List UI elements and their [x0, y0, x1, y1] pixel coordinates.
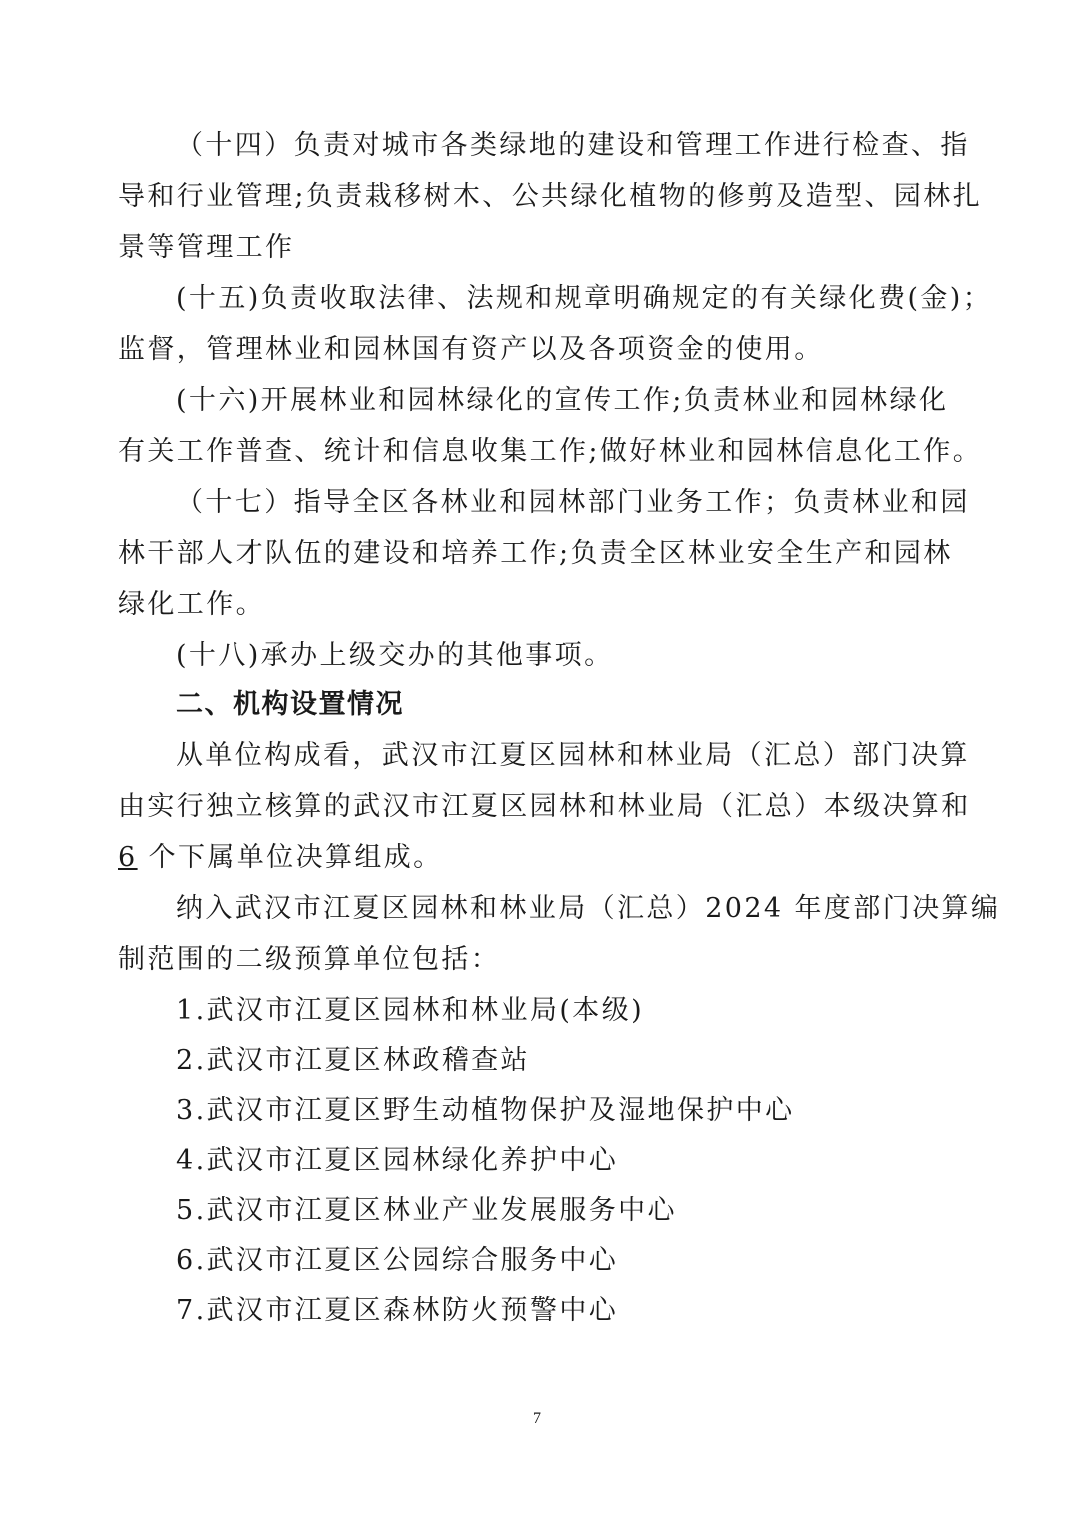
unit-list-item: 5.武汉市江夏区林业产业发展服务中心	[176, 1195, 677, 1226]
unit-list-item: 2.武汉市江夏区林政稽查站	[176, 1045, 530, 1076]
scope-line-2: 制范围的二级预算单位包括：	[118, 944, 501, 975]
composition-line-1: 从单位构成看，武汉市江夏区园林和林业局（汇总）部门决算	[176, 740, 970, 771]
page-number: 7	[533, 1410, 541, 1427]
paragraph-14-line-1: （十四）负责对城市各类绿地的建设和管理工作进行检查、指	[176, 130, 970, 161]
unit-list-item: 7.武汉市江夏区森林防火预警中心	[176, 1295, 619, 1326]
paragraph-16-line-1: (十六)开展林业和园林绿化的宣传工作;负责林业和园林绿化	[176, 385, 949, 416]
paragraph-17-line-2: 林干部人才队伍的建设和培养工作;负责全区林业安全生产和园林	[118, 538, 953, 569]
paragraph-14-line-3: 景等管理工作	[118, 232, 295, 263]
unit-list-item: 6.武汉市江夏区公园综合服务中心	[176, 1245, 619, 1276]
unit-list-item: 4.武汉市江夏区园林绿化养护中心	[176, 1145, 619, 1176]
scope-line-1: 纳入武汉市江夏区园林和林业局（汇总）2024 年度部门决算编	[176, 893, 1001, 924]
paragraph-18-line-1: (十八)承办上级交办的其他事项。	[176, 640, 614, 671]
paragraph-16-line-2: 有关工作普查、统计和信息收集工作;做好林业和园林信息化工作。	[118, 436, 983, 467]
composition-line-3-rest: 个下属单位决算组成。	[137, 842, 443, 873]
paragraph-15-line-1: (十五)负责收取法律、法规和规章明确规定的有关绿化费(金)；	[176, 283, 993, 314]
paragraph-17-line-3: 绿化工作。	[118, 589, 265, 620]
paragraph-15-line-2: 监督，管理林业和园林国有资产以及各项资金的使用。	[118, 334, 824, 365]
paragraph-14-line-2: 导和行业管理;负责栽移树木、公共绿化植物的修剪及造型、园林扎	[118, 181, 983, 212]
section-heading: 二、机构设置情况	[176, 689, 404, 720]
unit-list-item: 1.武汉市江夏区园林和林业局(本级)	[176, 995, 645, 1026]
composition-line-2: 由实行独立核算的武汉市江夏区园林和林业局（汇总）本级决算和	[118, 791, 971, 822]
paragraph-17-line-1: （十七）指导全区各林业和园林部门业务工作；负责林业和园	[176, 487, 970, 518]
unit-count: 6	[118, 842, 138, 873]
composition-line-3	[118, 832, 443, 883]
unit-list-item: 3.武汉市江夏区野生动植物保护及湿地保护中心	[176, 1095, 795, 1126]
